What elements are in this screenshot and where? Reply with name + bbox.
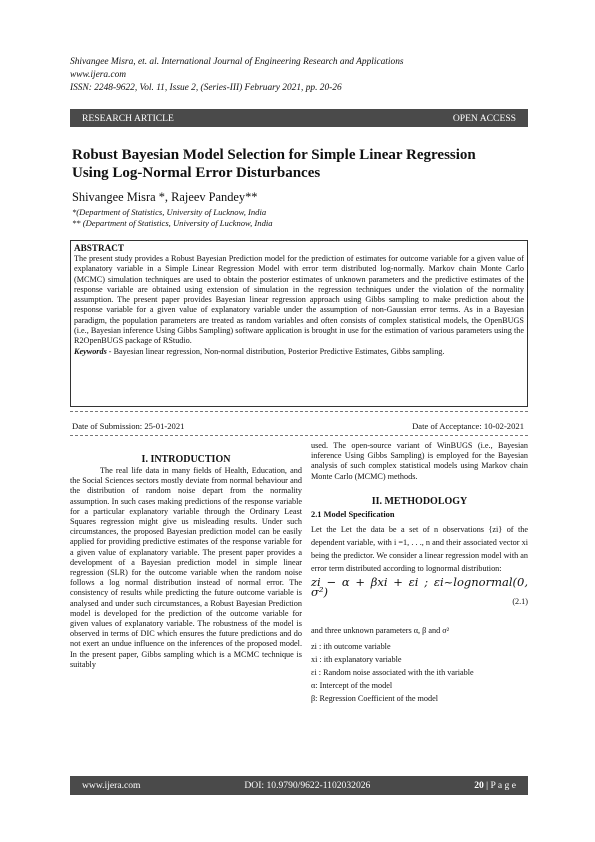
affiliations xyxy=(72,207,273,229)
title-line-1: Robust Bayesian Model Selection for Simple Linear Regression xyxy=(72,147,476,163)
right-column xyxy=(311,441,528,705)
abstract-text: The present study provides a Robust Bayesian Prediction model for the prediction of estimates for outcome variable for a given value of explanatory variable in a Simple Linear Regression Model with error term distributed log-normally. Markov chain Monte Carlo (MCMC) simulation techniques are used to obtain the posterior estimates of unknown parameters and the predictive estimates of the response variable are obtained using extension of simulation in the regression techniques under the violation of the normality assumption. The present paper provides Bayesian linear regression approach using Gibbs sampling to make prediction about the response variable for a given value of explanatory variable under the assumption of non-Gaussian error terms. As in a Bayesian paradigm, the population parameters are treated as random variables and often consists of complex statistical models, the OpenBUGS (i.e., Bayesian inference Using Gibbs Sampling) software application is brought in use for the estimation of various parameters using the R2OpenBUGS package of RStudio. xyxy=(74,254,524,346)
keywords-text: Bayesian linear regression, Non-normal distribution, Posterior Predictive Estimates, Gibbs sampling. xyxy=(113,346,445,356)
def-beta: β: Regression Coefficient of the model xyxy=(311,693,439,703)
journal-url[interactable]: www.ijera.com xyxy=(70,70,127,80)
introduction-text: The real life data in many fields of Health, Education, and the Social Sciences sectors mostly deviate from normal behaviour and the distribution of random noise depart from the normality assumption. In such cases making predictions of the response variable for a particular explanatory variable through the Ordinary Least Squares regression might give us misleading results. Under such circumstances, the proposed Bayesian prediction model can be easily applied for providing predictive estimates of the response variable for a given value of explanatory variable. The present paper provides a development of a Bayesian prediction model in simple linear regression (SLR) for the outcome variable when the random noise follows a log normal distribution instead of normal error. The consistency of results while predicting the future outcome variable is analysed and under such circumstances, a Robust Bayesian Prediction model is developed for the prediction of the outcome variable for given values of explanatory variable. The robustness of the model is observed in terms of DIC which ensures the future predictions and do not exert an undue influence on the inferences of the proposed model. In the present paper, Gibbs sampling which is a MCMC technique is suitably xyxy=(70,466,302,669)
footer-bar xyxy=(70,776,528,795)
def-alpha: α: Intercept of the model xyxy=(311,680,393,690)
open-access-label: OPEN ACCESS xyxy=(452,112,516,124)
dates-row xyxy=(72,421,524,431)
abstract-box xyxy=(70,240,528,407)
divider-top xyxy=(70,411,528,412)
methodology-heading: II. METHODOLOGY xyxy=(371,495,468,507)
def-x: xi : ith explanatory variable xyxy=(311,654,402,664)
submission-date: Date of Submission: 25-01-2021 xyxy=(72,421,185,431)
page-number: 20 xyxy=(474,780,484,791)
abstract-heading: ABSTRACT xyxy=(74,243,125,253)
footer-doi[interactable]: DOI: 10.9790/9622-1102032026 xyxy=(244,780,371,791)
intro-continued: used. The open-source variant of WinBUGS (i.e., Bayesian inference Using Gibbs Sampling) is employed for the Bayesian analysis of such complex statistical models using Markov chain Monte Carlo (MCMC) methods. xyxy=(311,441,528,481)
article-type-bar xyxy=(70,109,528,127)
title-line-2: Using Log-Normal Error Disturbances xyxy=(72,165,321,181)
variable-definitions xyxy=(311,640,528,705)
affiliation-1: *(Department of Statistics, University of Lucknow, India xyxy=(72,207,267,217)
keywords-label: Keywords - xyxy=(74,346,112,356)
keywords xyxy=(74,347,524,357)
methodology-paragraph: Let the Let the data be a set of n observations {zi} of the dependent variable, with i =1, . . ., n and their associated vector xi being the predictor. We consider a linear regression model with an error term distributed according to lognormal distribution: xyxy=(311,525,528,574)
research-article-label: RESEARCH ARTICLE xyxy=(82,112,174,124)
equation-2-1: zi − α + βxi + εi ; εi~lognormal(0, σ²) xyxy=(311,575,528,600)
page-label: | P a g e xyxy=(483,780,516,791)
authors: Shivangee Misra *, Rajeev Pandey** xyxy=(72,190,258,204)
journal-issn: ISSN: 2248-9622, Vol. 11, Issue 2, (Series-III) February 2021, pp. 20-26 xyxy=(70,83,342,93)
paper-title xyxy=(72,146,527,182)
def-epsilon: εi : Random noise associated with the ith variable xyxy=(311,667,474,677)
model-spec-heading: 2.1 Model Specification xyxy=(311,509,395,519)
divider-bottom xyxy=(70,435,528,436)
acceptance-date: Date of Acceptance: 10-02-2021 xyxy=(412,421,524,431)
introduction-heading: I. INTRODUCTION xyxy=(141,454,231,465)
footer-page xyxy=(474,780,516,791)
equation-number: (2.1) xyxy=(512,597,528,607)
left-column xyxy=(70,454,302,670)
footer-url[interactable]: www.ijera.com xyxy=(82,780,141,791)
journal-citation: Shivangee Misra, et. al. International Journal of Engineering Research and Applications xyxy=(70,57,404,67)
affiliation-2: ** (Department of Statistics, University of Lucknow, India xyxy=(72,218,273,228)
parameters-line: and three unknown parameters α, β and σ² xyxy=(311,625,450,635)
journal-header xyxy=(70,56,540,95)
def-z: zi : ith outcome variable xyxy=(311,641,391,651)
